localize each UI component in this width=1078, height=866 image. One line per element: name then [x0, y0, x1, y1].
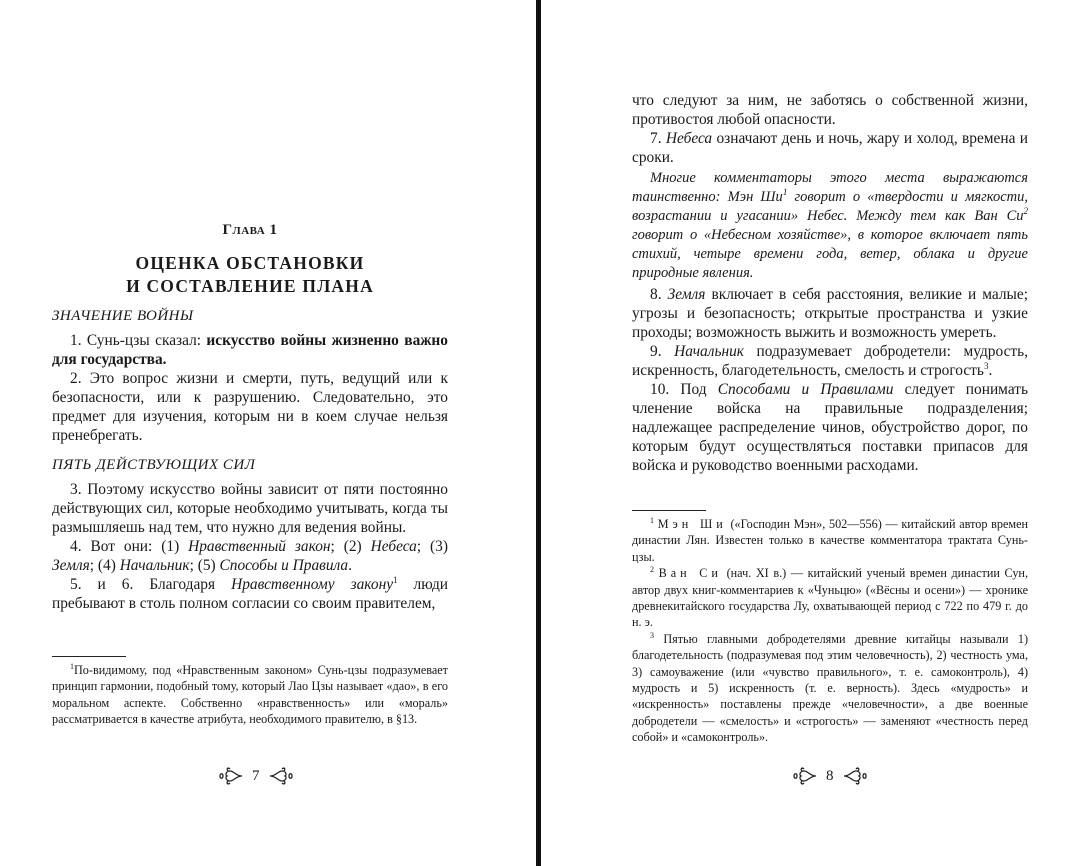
footnote-2-number: 2: [650, 565, 654, 575]
footnote-1: [52, 662, 448, 728]
left-body: [52, 308, 448, 613]
p8-a: 8.: [650, 286, 668, 303]
section-heading-1: ЗНАЧЕНИЕ ВОЙНЫ: [52, 308, 194, 324]
footnote-ref-1[interactable]: 1: [782, 187, 788, 198]
footnote-1-number: 1: [70, 661, 74, 671]
chapter-title-line-1: ОЦЕНКА ОБСТАНОВКИ: [135, 253, 365, 273]
right-page: [542, 0, 1078, 866]
footnote-ref-1[interactable]: 1: [393, 574, 398, 585]
footnote-2-name: Ван Си: [658, 566, 722, 581]
p10-a: 10. Под: [650, 381, 718, 398]
footnote-1-name: Мэн Ши: [657, 517, 727, 531]
footnote-rule: [52, 656, 126, 657]
p4-a: 4. Вот они: (1): [70, 538, 189, 555]
p4-i: ; (5): [189, 557, 220, 574]
spine-divider: [536, 0, 541, 866]
footnote-3-number: 3: [650, 630, 654, 640]
paragraph-1: [52, 331, 448, 369]
p4-k: .: [348, 557, 352, 574]
p7-c: означают день и ночь, жару и холод, времена и сроки.: [632, 130, 1028, 166]
footnote-3-text: Пятью главными добродетелями древние китайцы называли 1) благодетельность (подразумевая под этим человечность), 2) честность ума, 3) самоуважение (или «чувство правильного», т. е. самоконтроль), 4) мудрость и 5) искренность (т. е. верность). Здесь «мудрость» и «искренность» поставлены прежде «человечности», а две военные добродетели — «смелость» и «строгость» — заменяют «честность перед собой» и «самоконтроль».: [632, 631, 1029, 745]
p5-a: 5. и 6. Благодаря: [70, 576, 232, 593]
commentary-note: [632, 169, 1028, 283]
right-body: [632, 91, 1028, 475]
p10-c: следует понимать членение войска на правильные подразделения; надлежащее распределение чинов, обустройство дорог, по которым будут осуществляться поставки припасов для войска и руководство военными расходами.: [632, 381, 1028, 474]
page-number: 8: [826, 767, 834, 784]
p4-g: ; (4): [89, 557, 120, 574]
footnote-2-text: (нач. XI в.) — китайский ученый времен династии Сун, автор двух книг-комментариев к «Чуньцю» («Вёсны и осени») — хронике древнекитайского государства Лу, охватывающей период с 722 по 479 г. до н. э.: [632, 566, 1028, 630]
paragraph-10: [632, 380, 1028, 475]
p4-c: ; (2): [330, 538, 371, 555]
chapter-heading: [52, 222, 448, 298]
paragraph-1-text: 1. Сунь-цзы сказал:: [70, 332, 207, 349]
p9-a: 9.: [650, 343, 675, 360]
p9-d: .: [988, 362, 993, 379]
p7-a: 7.: [650, 130, 666, 147]
right-footnotes: [632, 516, 1028, 746]
p5-c: люди пребывают в столь полном согласии со своим правителем,: [52, 576, 449, 612]
footnote-ref-3[interactable]: 3: [983, 360, 989, 371]
p9-c: подразумевает добродетели: мудрость, искренность, благодетельность, смелость и строгость: [632, 343, 1028, 379]
note-c: говорит о «Небесном хозяйстве», в которое включает пять стихий, четыре времени года, ветер, облака и другие природные явления.: [632, 227, 1028, 281]
p4-d: Небеса: [370, 538, 417, 555]
page-number-right: [792, 764, 868, 788]
note-a: Многие комментаторы этого места выражаются таинственно: Мэн Ши: [632, 170, 1028, 205]
footnote-ref-2[interactable]: 2: [1023, 206, 1028, 217]
p5-b: Нравственному закону: [231, 576, 394, 593]
paragraph-8: [632, 285, 1028, 342]
paragraph-continued: что следуют за ним, не заботясь о собственной жизни, противостоя любой опасности.: [632, 92, 1028, 128]
fleuron-left-icon: [792, 767, 818, 785]
chapter-label: Глава 1: [222, 222, 278, 238]
section-heading-2: ПЯТЬ ДЕЙСТВУЮЩИХ СИЛ: [52, 457, 256, 473]
footnote-rule: [632, 510, 706, 511]
page-number-left: [218, 764, 294, 788]
p8-c: включает в себя расстояния, великие и малые; угрозы и безопасность; открытые пространства и узкие проходы; возможность выжить и возможность умереть.: [632, 286, 1029, 341]
footnote-2: [632, 565, 1028, 631]
footnote-1-text: По-видимому, под «Нравственным законом» Сунь-цзы подразумевает принцип гармонии, подобный тому, который Лао Цзы называет «дао», в его моральном аспекте. Собственно «нравственность» или «мораль» рассматривается в качестве атрибута, необходимого правителю, в §13.: [52, 663, 448, 727]
note-b: говорит о «твердости и мягкости, возрастании и угасании» Небес. Между тем как Ван Си: [632, 189, 1029, 224]
p8-b: Земля: [667, 286, 706, 303]
fleuron-right-icon: [268, 767, 294, 785]
left-page: [0, 0, 536, 866]
footnote-1: [632, 516, 1028, 565]
chapter-title-line-2: И СОСТАВЛЕНИЕ ПЛАНА: [126, 276, 374, 296]
paragraph-5: [52, 575, 448, 613]
p4-f: Земля: [52, 557, 90, 574]
footnote-1-text: («Господин Мэн», 502—556) — китайский автор времен династии Лян. Известен только в качестве комментатора трактата Сунь-цзы.: [632, 517, 1029, 564]
footnote-3: [632, 631, 1028, 746]
paragraph-2: 2. Это вопрос жизни и смерти, путь, ведущий или к безопасности, или к разрушению. Следовательно, это предмет для изучения, которым ни в коем случае нельзя пренебрегать.: [52, 370, 448, 444]
p7-b: Небеса: [665, 130, 713, 147]
p9-b: Начальник: [674, 343, 744, 360]
paragraph-1-bold: искусство войны жизненно важно для государства.: [52, 332, 448, 368]
paragraph-9: [632, 342, 1028, 380]
fleuron-left-icon: [218, 767, 244, 785]
p4-e: ; (3): [416, 538, 449, 555]
footnote-1-number: 1: [650, 515, 654, 525]
p4-b: Нравственный закон: [188, 538, 331, 555]
paragraph-4: [52, 537, 448, 575]
paragraph-3: 3. Поэтому искусство войны зависит от пяти постоянно действующих сил, которые необходимо учитывать, когда ты размышляешь над тем, что нужно для ведения войны.: [52, 481, 448, 536]
page-number: 7: [252, 767, 260, 784]
fleuron-right-icon: [842, 767, 868, 785]
p4-j: Способы и Правила: [219, 557, 349, 574]
p4-h: Начальник: [119, 557, 190, 574]
paragraph-7: [632, 129, 1028, 167]
p10-b: Способами и Правилами: [717, 381, 894, 398]
